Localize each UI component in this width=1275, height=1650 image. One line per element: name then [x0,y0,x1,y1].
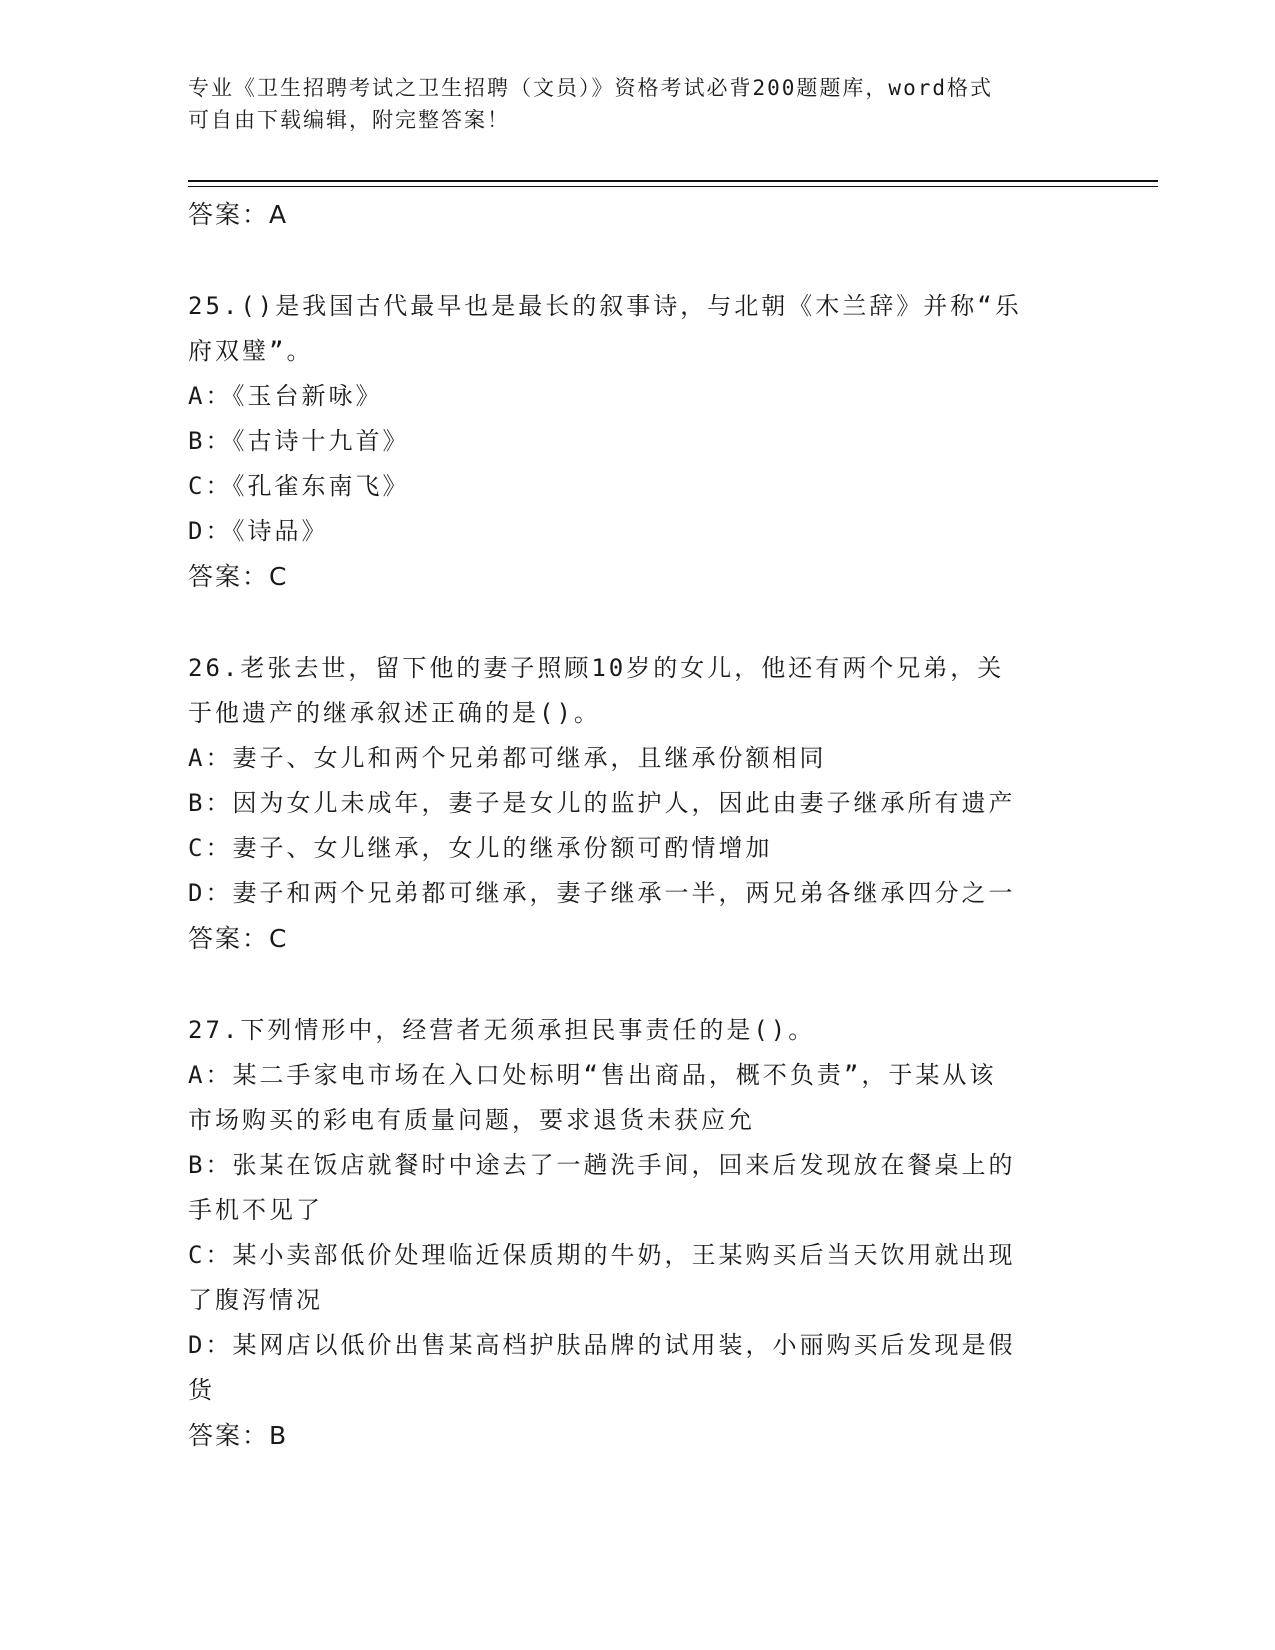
question-stem-line: 府双璧”。 [188,337,314,365]
option-c: C：妻子、女儿继承，女儿的继承份额可酌情增加 [188,834,773,862]
question-stem-line: 于他遗产的继承叙述正确的是()。 [188,699,601,727]
question-27 [188,1008,1088,1458]
header-line-2: 可自由下载编辑，附完整答案！ [188,108,510,132]
question-stem-line: 26.老张去世，留下他的妻子照顾10岁的女儿，他还有两个兄弟，关 [188,654,1005,682]
option-b-line-2: 手机不见了 [188,1196,323,1224]
option-a-line-2: 市场购买的彩电有质量问题，要求退货未获应允 [188,1106,755,1134]
option-c-line-2: 了腹泻情况 [188,1286,323,1314]
option-c: C：《孔雀东南飞》 [188,472,410,500]
question-stem-line: 25.()是我国古代最早也是最长的叙事诗，与北朝《木兰辞》并称“乐 [188,292,1022,320]
option-d-line-2: 货 [188,1376,215,1404]
option-c-line-1: C：某小卖部低价处理临近保质期的牛奶，王某购买后当天饮用就出现 [188,1241,1016,1269]
question-list [188,192,1088,1458]
page-header [188,72,1088,136]
previous-answer: 答案：A [188,200,289,229]
answer: 答案：C [188,924,289,953]
option-d-line-1: D：某网店以低价出售某高档护肤品牌的试用装，小丽购买后发现是假 [188,1331,1016,1359]
option-b: B：《古诗十九首》 [188,427,410,455]
header-line-1: 专业《卫生招聘考试之卫生招聘（文员）》资格考试必背200题题库，word格式 [188,76,993,100]
header-divider-thick [188,180,1158,182]
answer: 答案：B [188,1421,289,1450]
option-a: A：妻子、女儿和两个兄弟都可继承，且继承份额相同 [188,744,827,772]
option-b-line-1: B：张某在饭店就餐时中途去了一趟洗手间，回来后发现放在餐桌上的 [188,1151,1016,1179]
question-26 [188,646,1088,961]
option-a: A：《玉台新咏》 [188,382,383,410]
option-b: B：因为女儿未成年，妻子是女儿的监护人，因此由妻子继承所有遗产 [188,789,1016,817]
option-d: D：《诗品》 [188,517,329,545]
option-d: D：妻子和两个兄弟都可继承，妻子继承一半，两兄弟各继承四分之一 [188,879,1016,907]
header-divider-thin [188,186,1158,187]
option-a-line-1: A：某二手家电市场在入口处标明“售出商品，概不负责”，于某从该 [188,1061,997,1089]
question-stem-line: 27.下列情形中，经营者无须承担民事责任的是()。 [188,1016,816,1044]
answer: 答案：C [188,562,289,591]
question-25 [188,284,1088,599]
